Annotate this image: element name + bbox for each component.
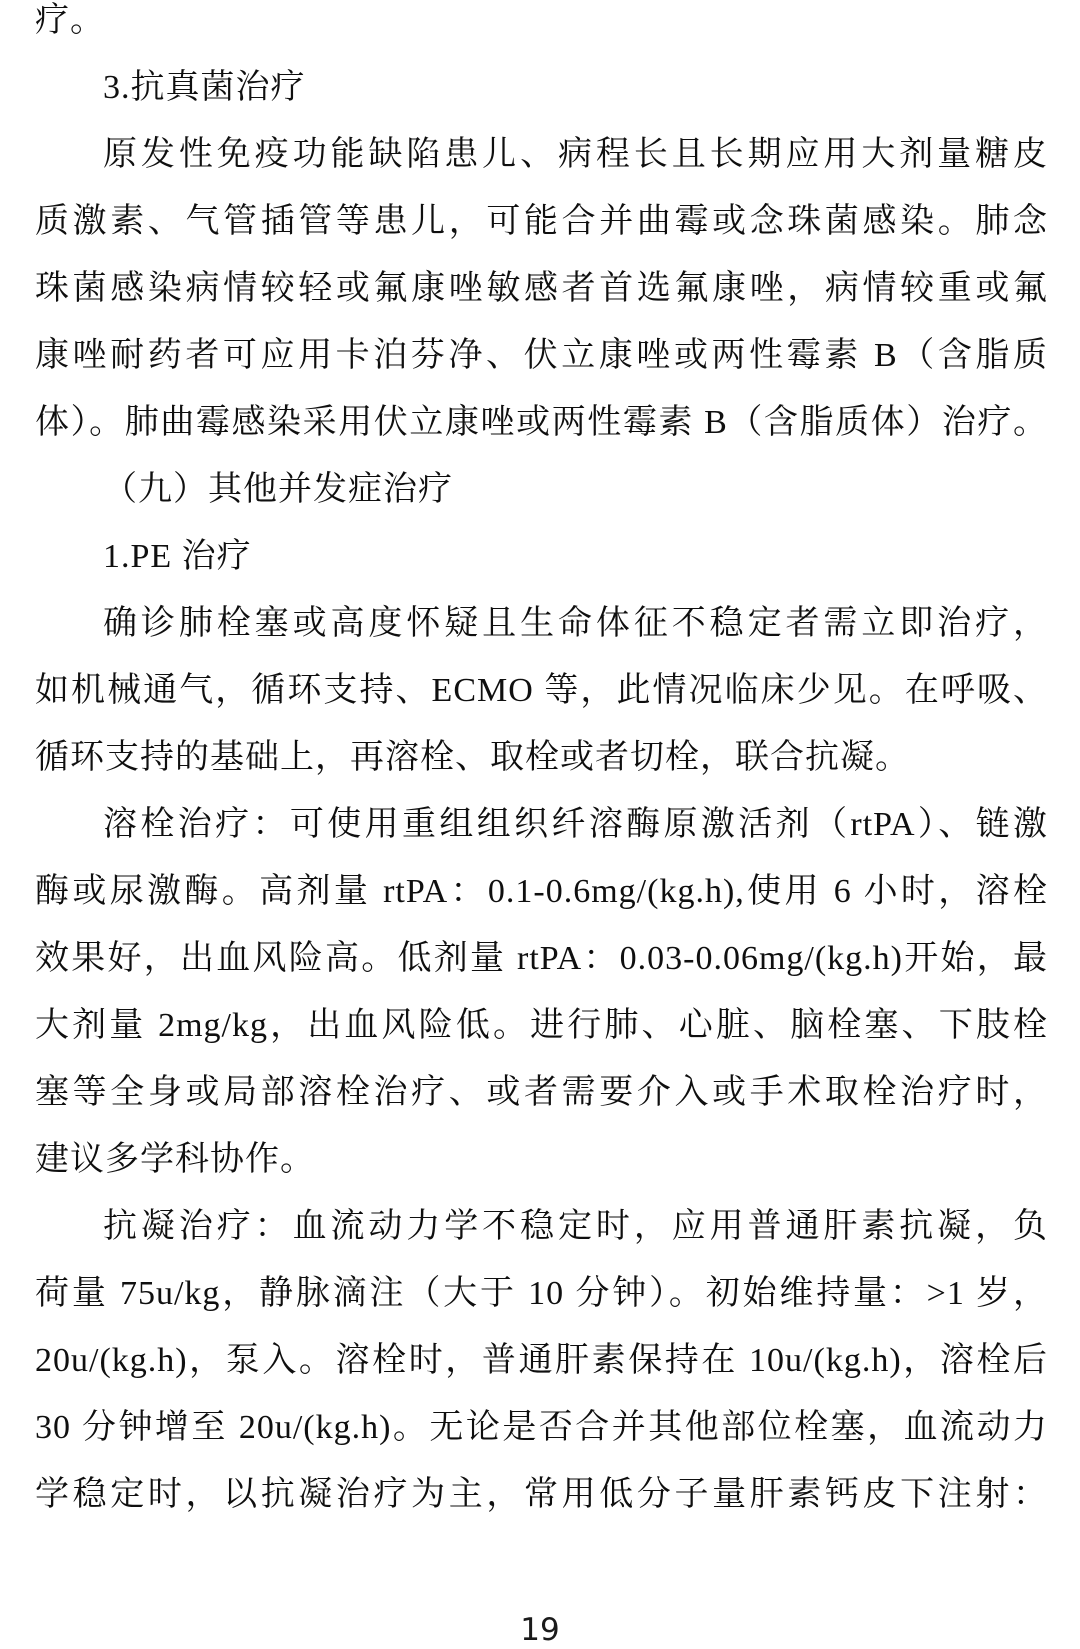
text-line: 溶栓治疗：可使用重组组织纤溶酶原激活剂（rtPA）、链激 — [103, 806, 1048, 843]
text-line: 学稳定时，以抗凝治疗为主，常用低分子量肝素钙皮下注射： — [35, 1476, 1048, 1513]
text-line: 如机械通气，循环支持、ECMO 等，此情况临床少见。在呼吸、 — [35, 672, 1048, 709]
text-line: 康唑耐药者可应用卡泊芬净、伏立康唑或两性霉素 B（含脂质 — [35, 337, 1048, 374]
text-line: 抗凝治疗：血流动力学不稳定时，应用普通肝素抗凝，负 — [103, 1208, 1048, 1245]
text-line: 体）。肺曲霉感染采用伏立康唑或两性霉素 B（含脂质体）治疗。 — [35, 404, 1048, 441]
text-line: 30 分钟增至 20u/(kg.h)。无论是否合并其他部位栓塞，血流动力 — [35, 1409, 1048, 1446]
text-line: 质激素、气管插管等患儿，可能合并曲霉或念珠菌感染。肺念 — [35, 203, 1048, 240]
text-line: 荷量 75u/kg，静脉滴注（大于 10 分钟）。初始维持量：>1 岁， — [35, 1275, 1048, 1312]
text-line: 效果好，出血风险高。低剂量 rtPA：0.03-0.06mg/(kg.h)开始，最 — [35, 940, 1048, 977]
page-number: 19 — [520, 1612, 560, 1648]
section-heading: （九）其他并发症治疗 — [103, 471, 453, 508]
text-line: 酶或尿激酶。高剂量 rtPA：0.1-0.6mg/(kg.h),使用 6 小时，溶栓 — [35, 873, 1048, 910]
text-line: 1.PE 治疗 — [103, 538, 252, 575]
text-line: 原发性免疫功能缺陷患儿、病程长且长期应用大剂量糖皮 — [103, 136, 1048, 173]
text-line: 确诊肺栓塞或高度怀疑且生命体征不稳定者需立即治疗， — [103, 605, 1048, 642]
text-line: 建议多学科协作。 — [35, 1141, 315, 1178]
text-block — [35, 0, 1048, 1528]
text-line: 3.抗真菌治疗 — [103, 69, 306, 106]
text-line: 20u/(kg.h)，泵入。溶栓时，普通肝素保持在 10u/(kg.h)，溶栓后 — [35, 1342, 1048, 1379]
text-line: 大剂量 2mg/kg，出血风险低。进行肺、心脏、脑栓塞、下肢栓 — [35, 1007, 1048, 1044]
text-line: 疗。 — [35, 2, 105, 39]
text-line: 循环支持的基础上，再溶栓、取栓或者切栓，联合抗凝。 — [35, 739, 910, 776]
text-line: 塞等全身或局部溶栓治疗、或者需要介入或手术取栓治疗时， — [35, 1074, 1048, 1111]
text-line: 珠菌感染病情较轻或氟康唑敏感者首选氟康唑，病情较重或氟 — [35, 270, 1048, 307]
